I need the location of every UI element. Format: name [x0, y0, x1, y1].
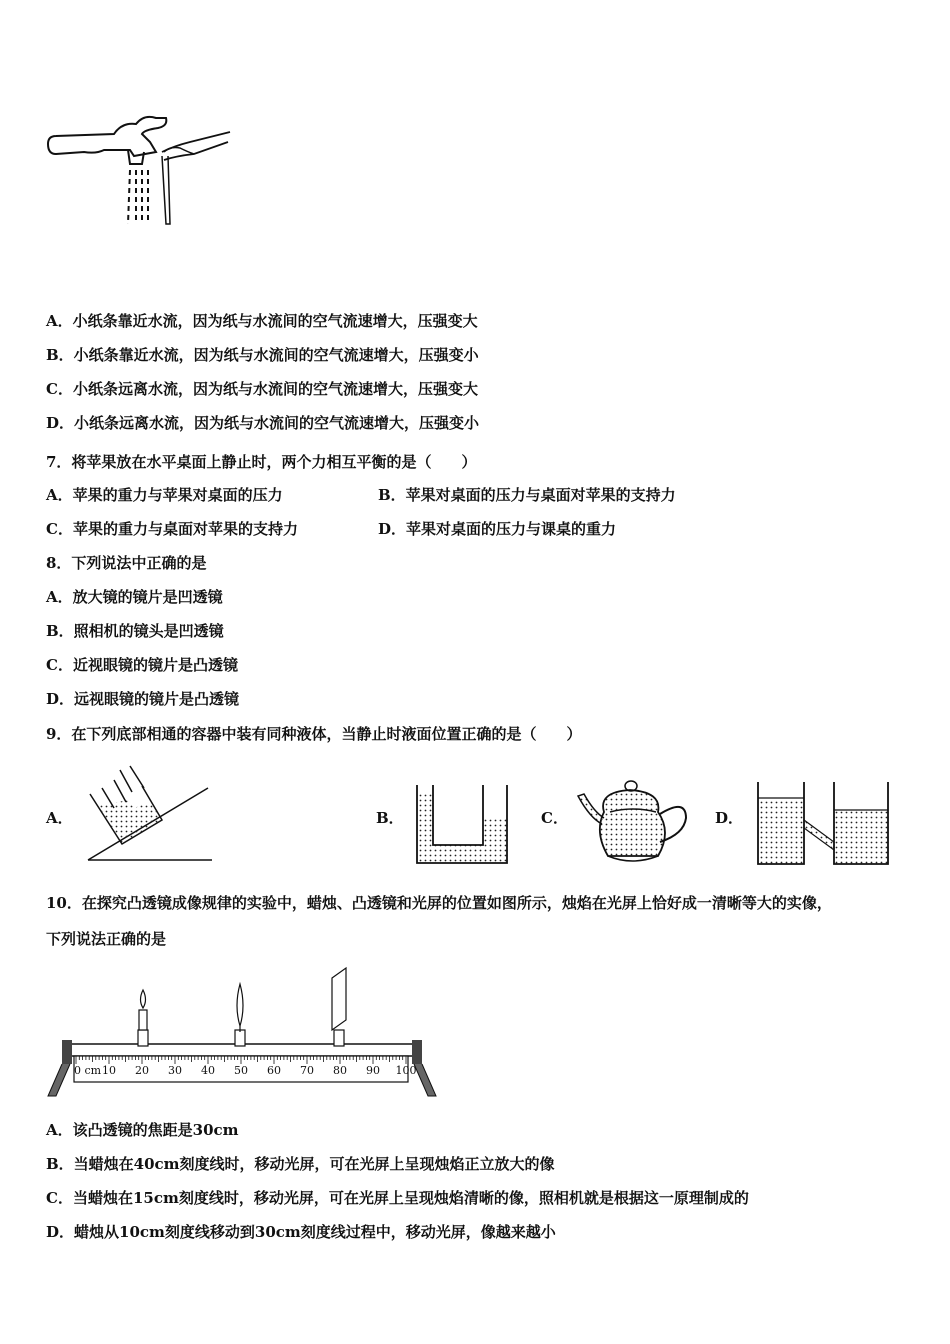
q6-option-a: A．小纸条靠近水流，因为纸与水流间的空气流速增大，压强变大 [46, 312, 478, 330]
q8-option-d: D．远视眼镜的镜片是凸透镜 [46, 690, 240, 708]
ruler-tick-label: 60 [267, 1064, 281, 1077]
ruler-tick-label: 80 [333, 1064, 347, 1077]
q9-container-c [574, 772, 694, 872]
q7-option-d: D．苹果对桌面的压力与课桌的重力 [378, 520, 617, 538]
q7-option-b: B．苹果对桌面的压力与桌面对苹果的支持力 [378, 486, 676, 504]
ruler-tick-label: 40 [201, 1064, 215, 1077]
ruler-tick-label: 30 [168, 1064, 182, 1077]
q10-option-a: A．该凸透镜的焦距是30cm [46, 1121, 239, 1139]
faucet-paper-figure [44, 112, 234, 230]
q9-container-a [84, 764, 216, 866]
q8-stem: 8．下列说法中正确的是 [46, 554, 207, 572]
ruler-tick-label: 90 [366, 1064, 380, 1077]
q6-option-c: C．小纸条远离水流，因为纸与水流间的空气流速增大，压强变大 [46, 380, 478, 398]
optical-bench-figure [44, 960, 439, 1104]
q8-option-c: C．近视眼镜的镜片是凸透镜 [46, 656, 238, 674]
q9-container-d [754, 780, 894, 870]
q9-label-d: D． [715, 809, 744, 827]
q6-option-b: B．小纸条靠近水流，因为纸与水流间的空气流速增大，压强变小 [46, 346, 479, 364]
q10-option-c: C．当蜡烛在15cm刻度线时，移动光屏，可在光屏上呈现烛焰清晰的像，照相机就是根据这一原理制成的 [46, 1189, 749, 1207]
q9-container-b [413, 783, 513, 869]
q10-stem-line2: 下列说法正确的是 [46, 930, 167, 948]
ruler-tick-label: 70 [300, 1064, 314, 1077]
q7-option-c: C．苹果的重力与桌面对苹果的支持力 [46, 520, 298, 538]
q10-stem-line1: 10．在探究凸透镜成像规律的实验中，蜡烛、凸透镜和光屏的位置如图所示，烛焰在光屏上恰好成一清晰等大的实像， [46, 894, 832, 912]
ruler-tick-label: 20 [135, 1064, 149, 1077]
q9-stem: 9．在下列底部相通的容器中装有同种液体，当静止时液面位置正确的是（ ） [46, 725, 582, 743]
q9-label-a: A． [46, 809, 73, 827]
q6-option-d: D．小纸条远离水流，因为纸与水流间的空气流速增大，压强变小 [46, 414, 480, 432]
q8-option-a: A．放大镜的镜片是凹透镜 [46, 588, 223, 606]
q10-option-d: D．蜡烛从10cm刻度线移动到30cm刻度线过程中，移动光屏，像越来越小 [46, 1223, 556, 1241]
q10-option-b: B．当蜡烛在40cm刻度线时，移动光屏，可在光屏上呈现烛焰正立放大的像 [46, 1155, 555, 1173]
ruler-tick-label: 0 cm [74, 1064, 102, 1077]
q9-label-c: C． [541, 809, 568, 827]
q9-label-b: B． [376, 809, 404, 827]
ruler-tick-label: 100 [395, 1064, 417, 1077]
ruler-tick-label: 50 [234, 1064, 248, 1077]
q8-option-b: B．照相机的镜头是凹透镜 [46, 622, 224, 640]
q7-option-a: A．苹果的重力与苹果对桌面的压力 [46, 486, 283, 504]
q7-stem: 7．将苹果放在水平桌面上静止时，两个力相互平衡的是（ ） [46, 453, 477, 471]
ruler-tick-label: 10 [102, 1064, 116, 1077]
